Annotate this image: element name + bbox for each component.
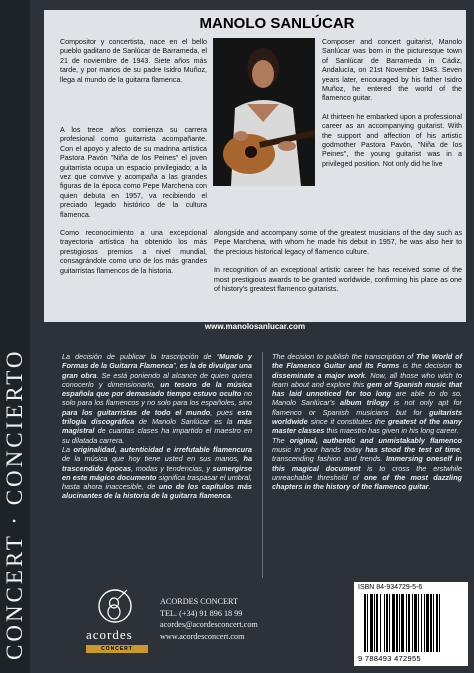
barcode-bar xyxy=(436,594,438,652)
publisher-phone: TEL. (+34) 91 896 18 99 xyxy=(160,608,243,618)
barcode-bar xyxy=(406,594,407,652)
barcode-bar xyxy=(401,594,404,652)
logo-wordmark: acordes xyxy=(86,627,133,642)
artist-website-link[interactable]: www.manolosanlucar.com xyxy=(204,322,306,331)
bio-en-wide xyxy=(214,229,462,303)
barcode-bar xyxy=(433,594,434,652)
publisher-email-link[interactable]: acordes@acordesconcert.com xyxy=(160,620,258,629)
spine xyxy=(0,0,30,673)
publisher-website-link[interactable]: www.acordesconcert.com xyxy=(160,631,245,641)
publisher-contact xyxy=(160,596,258,642)
barcode-bar xyxy=(380,594,381,652)
bio-es-paragraph: Como reconocimiento a una excepcional trayectoria artística ha obtenido los más prestigiosos premios a nivel mundial, consagrándole como uno de los más grandes guitarristas flamencos de la historia. xyxy=(60,229,207,275)
presentation-text-es: La decisión de publicar la trascripción de “Mundo y Formas de la Guitarra Flamenca”, es la de divulgar una gran obra. Se está poniendo al alcance de quien quiera conocerlo y dimensionarlo, un tesoro de la música española que por demasiado tiempo estuvo oculto no solo para los flamencos y no solo para los españoles, sino para los guitarristas de todo el mundo, pues esta trilogía discográfica de Manolo Sanlúcar es la más magistral de cuantas clases ha impartido el maestro en su dilatada carrera. La originalidad, autenticidad e irrefutable flamencura de la música que hoy tiene usted en sus manos, ha trascendido épocas, modas y tendencias, y sumergirse en este mágico documento significa traspasar el umbral, hasta ahora inaccesible, de uno de los capítulos más alucinantes de la historia de la guitarra flamenca. xyxy=(62,352,253,501)
barcode-bar xyxy=(370,594,373,652)
barcode-bar xyxy=(386,594,388,652)
barcode-bar xyxy=(396,594,398,652)
barcode-bar xyxy=(414,594,417,652)
barcode-bar xyxy=(389,594,390,652)
barcode-bar xyxy=(430,594,432,652)
bio-en-right xyxy=(322,38,462,169)
bio-es-left-continued xyxy=(60,126,207,285)
barcode-bar xyxy=(384,594,385,652)
barcode-bar xyxy=(376,594,378,652)
bio-en-paragraph: At thirteen he embarked upon a professional career as an accompanying guitarist. With the support and affection of his artistic godmother Pastora Pavón, "Niña de los Peines", the young guitarist was in a privileged position. Not only did he live xyxy=(322,112,462,168)
barcode-bar xyxy=(408,594,410,652)
barcode-bar xyxy=(392,594,395,652)
barcode-bar xyxy=(439,594,440,652)
bio-es-paragraph: Compositor y concertista, nace en el bello pueblo gaditano de Sanlúcar de Barrameda, el 21 de noviembre de 1943. Siete años más tarde, y por manos de su padre Isidro Muñoz, llega al mundo de la guitarra flamenca. xyxy=(60,38,207,84)
barcode-bar xyxy=(374,594,375,652)
barcode-bars xyxy=(362,594,462,652)
presentation-text-en: The decision to publish the transcription of The World of the Flamenco Guitar and its Forms is the decision to disseminate a major work. Now, all those who wish to learn about and explore this gem of Spanish music that has laid unnoticed for too long are able to do so. Manolo Sanlúcar's album trilogy is not only apt for flamenco or Spanish musicians but for guitarists worldwide since it constitutes the greatest of the many master classes this maestro has given in his long career. The original, authentic and unmistakably flamenco music in your hands today has stood the test of time, transcending fashion and trends. Immersing oneself in this magical document is to cross the erstwhile unreachable threshold of one of the most dazzling chapters in the history of the flamenco guitar. xyxy=(272,352,463,492)
isbn-label: ISBN 84-934729-5-6 xyxy=(358,584,423,591)
column-divider xyxy=(262,352,263,578)
bio-en-paragraph: In recognition of an exceptional artistic career he has received some of the most prestigious awards to be granted worldwide, confirming his place as one of history's greatest flamenco guitarists. xyxy=(214,266,462,294)
barcode-number: 9 788493 472955 xyxy=(358,654,421,663)
barcode-bar xyxy=(418,594,419,652)
barcode-bar xyxy=(412,594,413,652)
bio-en-paragraph: alongside and accompany some of the greatest musicians of the day such as Pepe Marchena, with whom he made his debut in 1957, he was also heir to the precious historical legacy of flamenco culture. xyxy=(214,229,462,256)
logo-band: CONCERT xyxy=(86,645,148,653)
barcode-bar xyxy=(364,594,366,652)
barcode-bar xyxy=(421,594,422,652)
spine-text: CONCERT · CONCIERTO xyxy=(2,348,27,660)
bio-en-paragraph: Composer and concert guitarist, Manolo Sanlúcar was born in the picturesque town of Sanlúcar de Barrameda in Cádiz, Andalucía, on 21st November 1943. Seven years later, encouraged by his father Isidro Muñoz, he entered the world of the flamenco guitar. xyxy=(322,38,462,103)
barcode-bar xyxy=(424,594,425,652)
barcode-bar xyxy=(426,594,429,652)
barcode-box xyxy=(354,582,468,666)
bio-es-left xyxy=(60,38,207,94)
artist-photo xyxy=(213,38,315,186)
barcode-bar xyxy=(399,594,400,652)
publisher-name: ACORDES CONCERT xyxy=(160,597,238,606)
page-title: MANOLO SANLÚCAR xyxy=(199,15,355,32)
barcode-bar xyxy=(367,594,368,652)
bio-es-paragraph: A los trece años comienza su carrera profesional como guitarrista acompañante. Con el apoyo y afecto de su madrina artística Pastora Pavón "Niña de los Peines" el joven guitarrista ocupa un espacio privilegiado; a la vez que convive y acompaña a las grandes figuras de la época como Pepe Marchena con quien debuta en 1957, va recibiendo el preciado legado histórico de la cultura flamenca. xyxy=(60,126,207,219)
